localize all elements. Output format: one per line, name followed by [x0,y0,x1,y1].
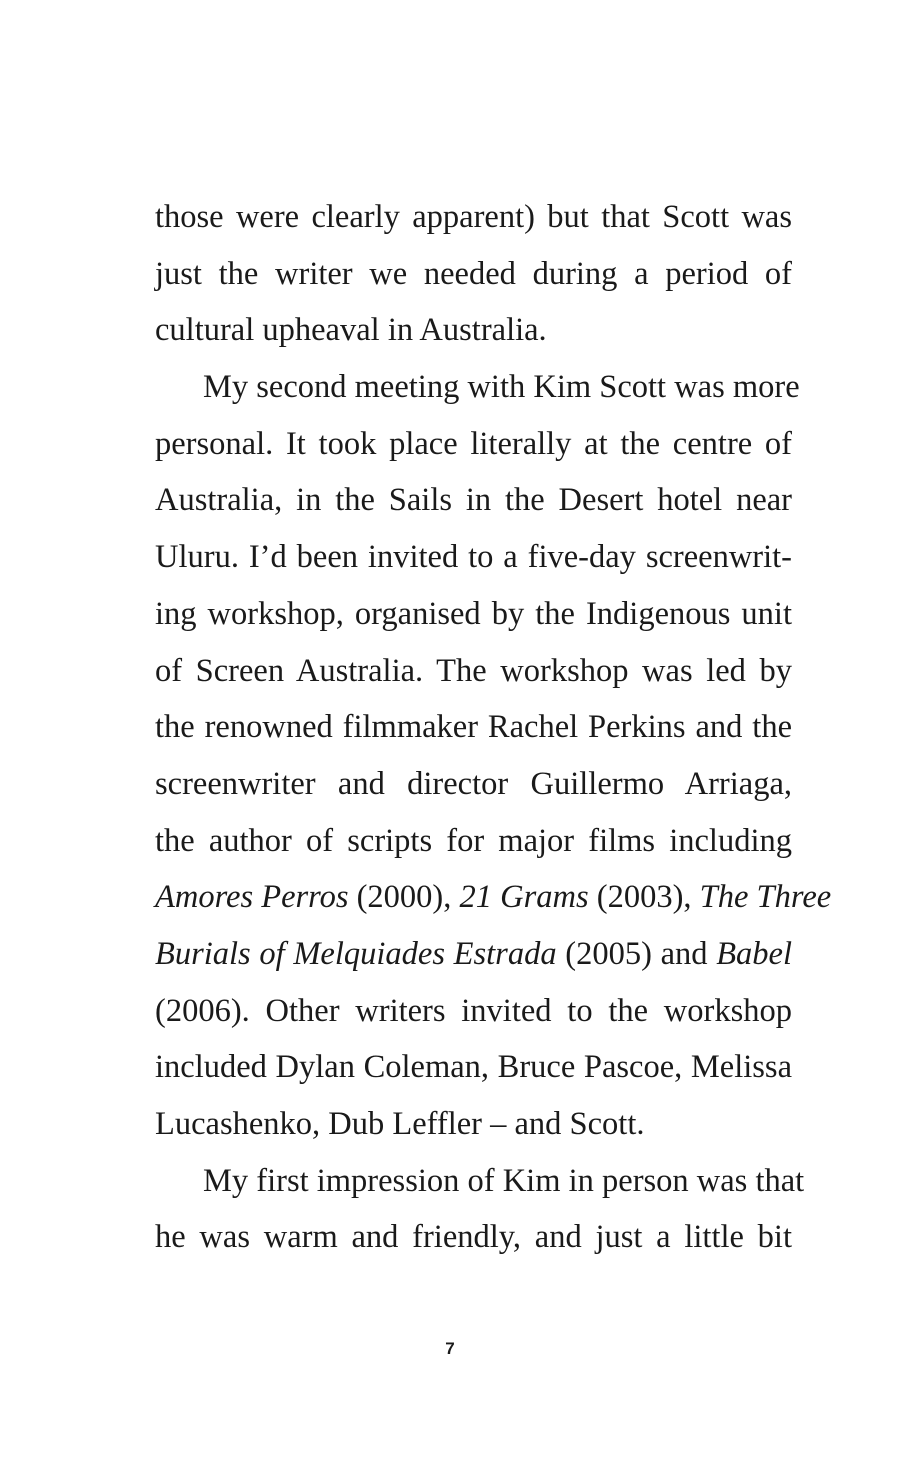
text-line: the renowned filmmaker Rachel Perkins and the [155,709,792,746]
text-line [155,869,832,926]
text-line [155,926,792,983]
text-line: My second meeting with Kim Scott was more [203,369,800,406]
text-line: Australia, in the Sails in the Desert hotel near [155,482,792,519]
page-number: 7 [445,1339,455,1358]
text-line: just the writer we needed during a period of [155,255,792,292]
film-title: 21 Grams [459,879,589,916]
text-line: (2006). Other writers invited to the workshop [155,992,792,1029]
film-title: Burials of Melquiades Estrada [155,935,557,972]
paragraph-1 [155,189,792,359]
paragraph-2 [155,359,832,1153]
text-line: the author of scripts for major films including [155,822,792,859]
text-line: ing workshop, organised by the Indigenous unit [155,595,792,632]
text-line: personal. It took place literally at the centre of [155,425,792,462]
inline-text: (2005) and [556,935,717,972]
text-line: Lucashenko, Dub Leffler – and Scott. [155,1106,645,1142]
text-line: Uluru. I’d been invited to a five-day screenwrit- [155,539,792,576]
film-title: Amores Perros [155,879,349,916]
inline-text: (2000), [348,879,460,916]
inline-text: (2003), [588,879,700,916]
paragraph-3 [155,1153,805,1266]
body-text [155,189,832,1266]
text-line: of Screen Australia. The workshop was led by [155,652,792,689]
film-title: Babel [716,935,792,972]
film-title: The Three [699,879,832,916]
text-line: My first impression of Kim in person was that [203,1162,805,1199]
text-line: cultural upheaval in Australia. [155,312,547,349]
text-line: those were clearly apparent) but that Scott was [155,199,792,235]
text-line: he was warm and friendly, and just a little bit [155,1219,792,1256]
text-line: screenwriter and director Guillermo Arriaga, [155,765,792,802]
text-line: included Dylan Coleman, Bruce Pascoe, Melissa [155,1049,792,1086]
